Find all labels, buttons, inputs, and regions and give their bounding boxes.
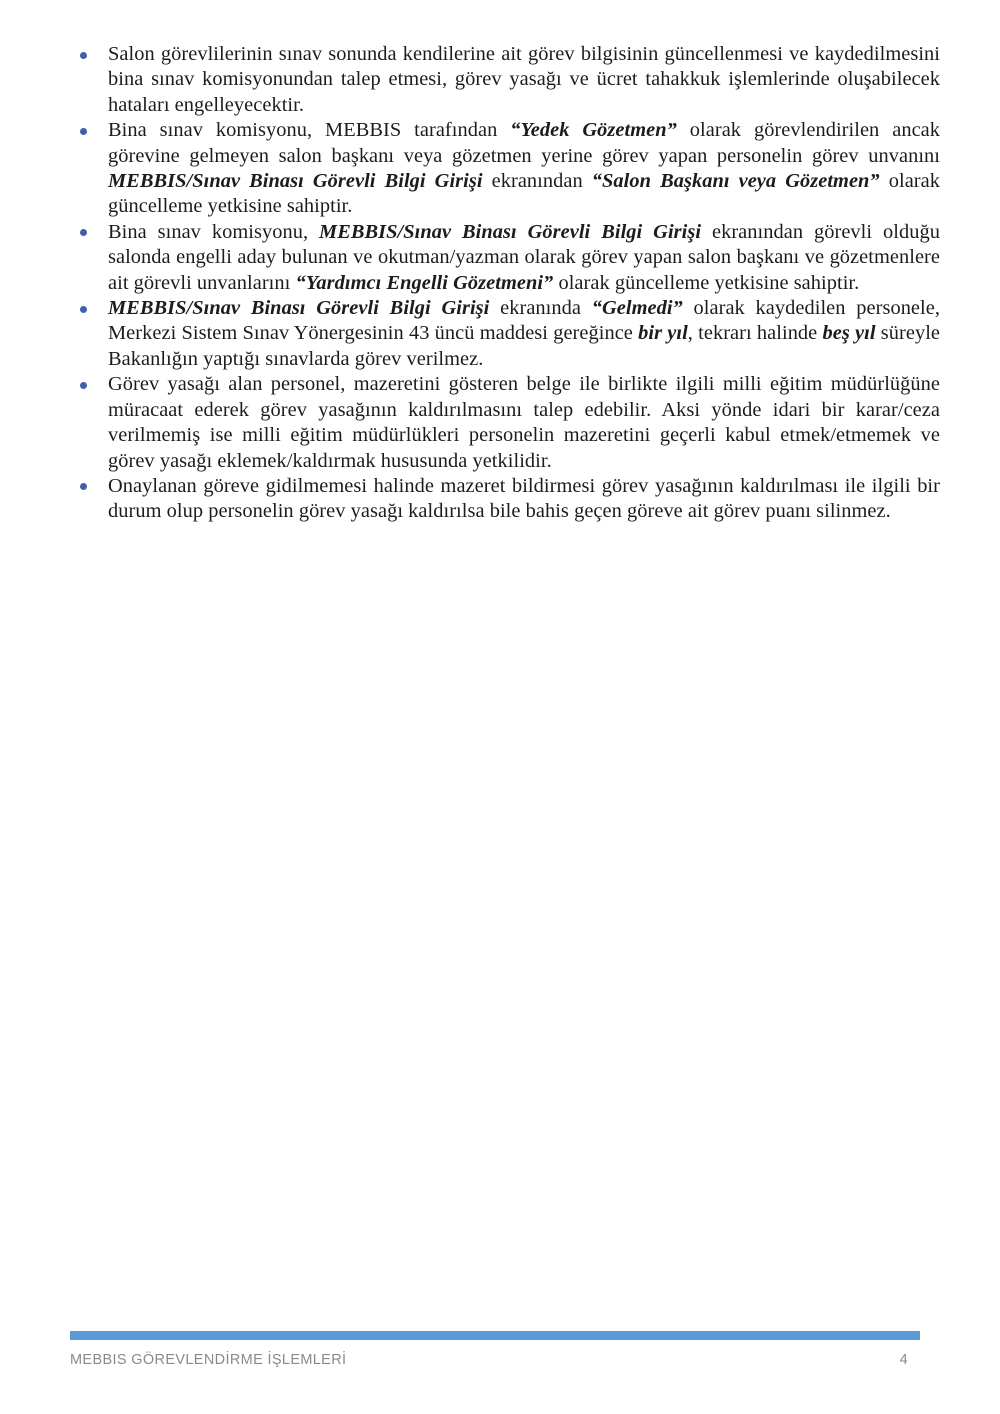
bullet-list [80, 42, 940, 525]
emphasis-run: MEBBIS/Sınav Binası Görevli Bilgi Girişi [108, 297, 490, 320]
emphasis-run: MEBBIS/Sınav Binası Görevli Bilgi Girişi [319, 220, 702, 243]
list-item: Bina sınav komisyonu, MEBBIS tarafından “Yedek Gözetmen” olarak görevlendirilen ancak görevine gelmeyen salon başkanı veya gözetmen yerine görev yapan personelin görev unvanını MEBBIS/Sınav Binası Görevli Bilgi Girişi ekranından “Salon Başkanı veya Gözetmen” olarak güncelleme yetkisine sahiptir. [80, 118, 940, 220]
emphasis-run: “Salon Başkanı veya Gözetmen” [591, 170, 880, 193]
emphasis-run: beş yıl [822, 322, 876, 345]
emphasis-run: “Yedek Gözetmen” [510, 119, 677, 142]
list-item: Görev yasağı alan personel, mazeretini gösteren belge ile birlikte ilgili milli eğitim müdürlüğüne müracaat ederek görev yasağının kaldırılmasını talep edebilir. Aksi yönde idari bir karar/ceza verilmemiş ise milli eğitim müdürlükleri personelin mazeretini geçerli kabul etmek/etmemek ve görev yasağı eklemek/kaldırmak hususunda yetkilidir. [80, 372, 940, 474]
document-body [80, 42, 940, 525]
list-item: Salon görevlilerinin sınav sonunda kendilerine ait görev bilgisinin güncellenmesi ve kaydedilmesini bina sınav komisyonundan talep etmesi, görev yasağı ve ücret tahakkuk işlemlerinde oluşabilecek hataları engelleyecektir. [80, 42, 940, 118]
page-footer [70, 1352, 920, 1368]
list-item: MEBBIS/Sınav Binası Görevli Bilgi Girişi ekranında “Gelmedi” olarak kaydedilen personele, Merkezi Sistem Sınav Yönergesinin 43 üncü maddesi gereğince bir yıl, tekrarı halinde beş yıl süreyle Bakanlığın yaptığı sınavlarda görev verilmez. [80, 296, 940, 372]
emphasis-run: “Gelmedi” [591, 297, 683, 320]
list-item: Bina sınav komisyonu, MEBBIS/Sınav Binası Görevli Bilgi Girişi ekranından görevli olduğu salonda engelli aday bulunan ve okutman/yazman olarak görev yapan salon başkanı ve gözetmenlere ait görevli unvanlarını “Yardımcı Engelli Gözetmeni” olarak güncelleme yetkisine sahiptir. [80, 220, 940, 296]
emphasis-run: bir yıl [638, 322, 688, 345]
footer-page-number: 4 [899, 1352, 908, 1368]
list-item: Onaylanan göreve gidilmemesi halinde mazeret bildirmesi görev yasağının kaldırılması ile ilgili bir durum olup personelin görev yasağı kaldırılsa bile bahis geçen göreve ait görev puanı silinmez. [80, 474, 940, 525]
footer-title: MEBBIS GÖREVLENDİRME İŞLEMLERİ [70, 1352, 347, 1368]
emphasis-run: MEBBIS/Sınav Binası Görevli Bilgi Girişi [108, 170, 483, 193]
emphasis-run: “Yardımcı Engelli Gözetmeni” [295, 271, 554, 294]
footer-rule [70, 1331, 920, 1340]
